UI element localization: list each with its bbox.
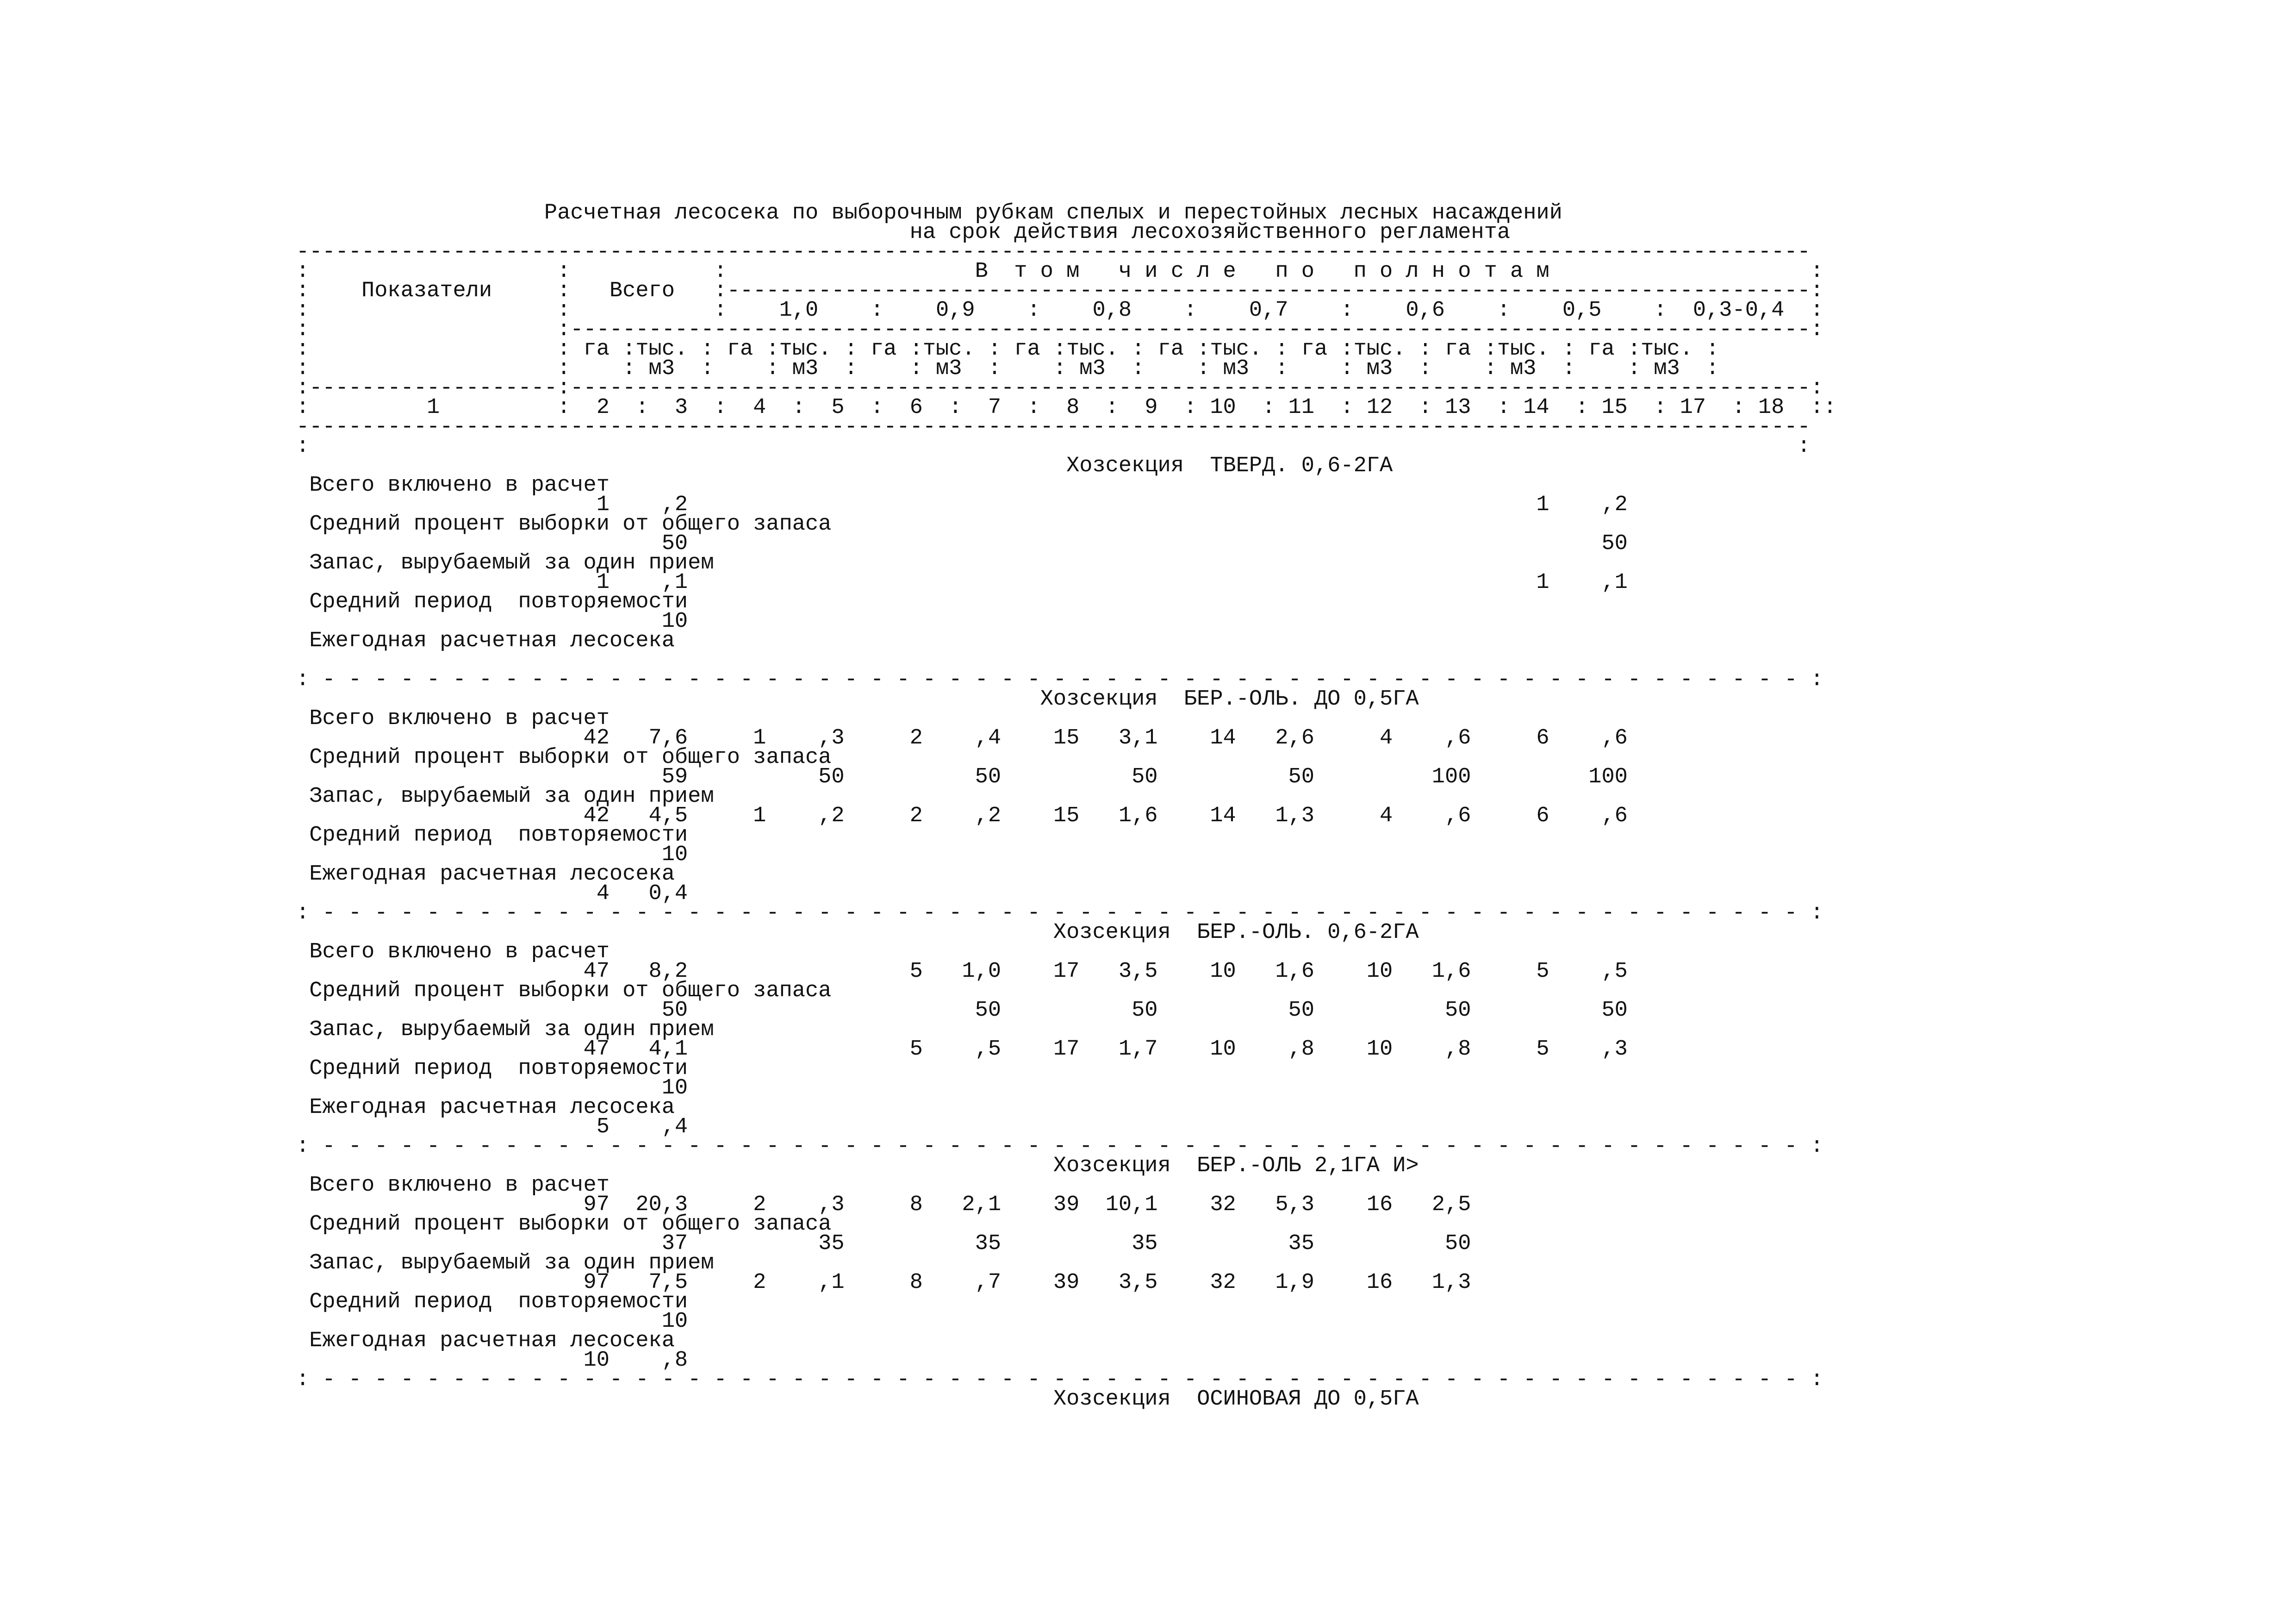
row-values-avg-percent: 50 50 50 50 50 50: [296, 998, 1628, 1023]
row-values-harvested-stock: 47 4,1 5 ,5 17 1,7 10 ,8 10 ,8 5 ,3: [296, 1037, 1628, 1062]
body-top-rule: : :: [296, 434, 1811, 459]
row-label-harvested-stock: Запас, вырубаемый за один прием: [296, 1251, 714, 1275]
row-label-annual-cut: Ежегодная расчетная лесосека: [296, 1329, 675, 1353]
row-label-avg-percent: Средний процент выборки от общего запаса: [296, 745, 832, 770]
row-values-avg-percent: 59 50 50 50 50 100 100: [296, 765, 1628, 789]
row-label-included: Всего включено в расчет: [296, 1173, 610, 1198]
row-label-avg-percent: Средний процент выборки от общего запаса: [296, 512, 832, 537]
row-label-annual-cut: Ежегодная расчетная лесосека: [296, 629, 675, 653]
row-label-included: Всего включено в расчет: [296, 473, 610, 498]
row-label-avg-period: Средний период повторяемости: [296, 1290, 688, 1314]
row-values-annual-cut: 10 ,8: [296, 1348, 688, 1373]
row-label-annual-cut: Ежегодная расчетная лесосека: [296, 1095, 675, 1120]
row-values-avg-period: 10: [296, 1309, 688, 1334]
section-separator: : - - - - - - - - - - - - - - - - - - - - - - - - - - - - - - - - - - - - - - - - - - - - - - - - - - - - - - - - - :: [296, 901, 1823, 925]
section-title: Хозсекция ОСИНОВАЯ ДО 0,5ГА: [296, 1387, 2176, 1412]
section-title: Хозсекция БЕР.-ОЛЬ. ДО 0,5ГА: [296, 687, 2176, 712]
header-row-5: : : га :тыс. : га :тыс. : га :тыс. : га :тыс. : га :тыс. : га :тыс. : га :тыс. : га :тыс. :: [296, 337, 1719, 362]
row-values-included: 1 ,2 1 ,2: [296, 493, 1628, 517]
row-label-avg-period: Средний период повторяемости: [296, 590, 688, 614]
row-values-avg-percent: 37 35 35 35 35 50: [296, 1231, 1471, 1256]
row-label-harvested-stock: Запас, вырубаемый за один прием: [296, 784, 714, 809]
header-rule-bottom: --------------------------------------------------------------------------------------------------------------------: [296, 415, 1811, 439]
row-label-avg-period: Средний период повторяемости: [296, 823, 688, 848]
header-rule: --------------------------------------------------------------------------------------------------------------------: [296, 240, 1811, 264]
row-values-included: 42 7,6 1 ,3 2 ,4 15 3,1 14 2,6 4 ,6 6 ,6: [296, 726, 1628, 750]
row-label-avg-percent: Средний процент выборки от общего запаса: [296, 1212, 832, 1237]
row-values-harvested-stock: 97 7,5 2 ,1 8 ,7 39 3,5 32 1,9 16 1,3: [296, 1270, 1471, 1295]
header-row-1: : : : В т о м ч и с л е п о п о л н о т а м :: [296, 259, 1823, 284]
section-title: Хозсекция БЕР.-ОЛЬ. 0,6-2ГА: [296, 920, 2176, 945]
report-title: Расчетная лесосека по выборочным рубкам спелых и перестойных лесных насаждений: [296, 201, 1811, 225]
section-title: Хозсекция ТВЕРД. 0,6-2ГА: [296, 454, 2176, 478]
row-label-annual-cut: Ежегодная расчетная лесосека: [296, 862, 675, 887]
row-values-included: 47 8,2 5 1,0 17 3,5 10 1,6 10 1,6 5 ,5: [296, 959, 1628, 984]
row-values-avg-period: 10: [296, 843, 688, 867]
row-values-annual-cut: 4 0,4: [296, 881, 688, 906]
row-label-included: Всего включено в расчет: [296, 706, 610, 731]
section-separator: : - - - - - - - - - - - - - - - - - - - - - - - - - - - - - - - - - - - - - - - - - - - - - - - - - - - - - - - - - :: [296, 1134, 1823, 1159]
row-label-avg-period: Средний период повторяемости: [296, 1056, 688, 1081]
header-row-6: : : : м3 : : м3 : : м3 : : м3 : : м3 : : м3 : : м3 : : м3 :: [296, 356, 1719, 381]
header-row-3: : : : 1,0 : 0,9 : 0,8 : 0,7 : 0,6 : 0,5 : 0,3-0,4 :: [296, 298, 1823, 323]
row-values-avg-period: 10: [296, 1076, 688, 1100]
row-values-annual-cut: 5 ,4: [296, 1115, 688, 1139]
forest-cut-report: [296, 201, 2176, 1412]
row-label-harvested-stock: Запас, вырубаемый за один прием: [296, 551, 714, 575]
header-row-7: :-------------------:-----------------------------------------------------------------------------------------------:: [296, 376, 1823, 400]
row-values-included: 97 20,3 2 ,3 8 2,1 39 10,1 32 5,3 16 2,5: [296, 1193, 1471, 1217]
row-values-harvested-stock: 1 ,1 1 ,1: [296, 570, 1628, 595]
row-label-included: Всего включено в расчет: [296, 940, 610, 964]
row-values-avg-period: 10: [296, 609, 688, 634]
row-values-avg-percent: 50 50: [296, 531, 1628, 556]
row-values-harvested-stock: 42 4,5 1 ,2 2 ,2 15 1,6 14 1,3 4 ,6 6 ,6: [296, 804, 1628, 828]
row-label-harvested-stock: Запас, вырубаемый за один прием: [296, 1018, 714, 1042]
section-separator: : - - - - - - - - - - - - - - - - - - - - - - - - - - - - - - - - - - - - - - - - - - - - - - - - - - - - - - - - - :: [296, 1368, 1823, 1392]
section-title: Хозсекция БЕР.-ОЛЬ 2,1ГА И>: [296, 1154, 2176, 1178]
section-separator: : - - - - - - - - - - - - - - - - - - - - - - - - - - - - - - - - - - - - - - - - - - - - - - - - - - - - - - - - - :: [296, 668, 1823, 692]
row-label-avg-percent: Средний процент выборки от общего запаса: [296, 979, 832, 1003]
header-row-4: : :-----------------------------------------------------------------------------------------------:: [296, 318, 1823, 342]
header-row-2: : Показатели : Всего :-----------------------------------------------------------------------------------:: [296, 279, 1823, 303]
header-column-numbers: : 1 : 2 : 3 : 4 : 5 : 6 : 7 : 8 : 9 : 10 : 11 : 12 : 13 : 14 : 15 : 17 : 18 ::: [296, 395, 1837, 420]
report-subtitle: на срок действия лесохозяйственного регламента: [296, 220, 2124, 245]
